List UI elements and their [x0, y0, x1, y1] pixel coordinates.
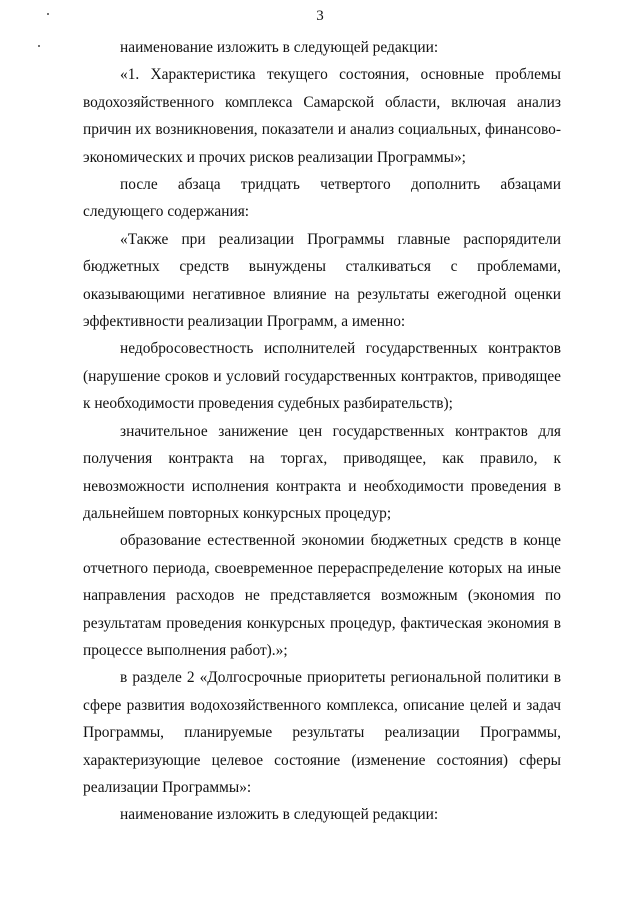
paragraph-heading-instruction-2: наименование изложить в следующей редакции:: [120, 806, 439, 824]
scan-speck: [38, 45, 40, 47]
paragraph-problem-contractors: недобросовестность исполнителей государственных контрактов (нарушение сроков и условий государственных контрактов, приводящее к необходимости проведения судебных разбирательств);: [83, 340, 561, 413]
paragraph-section-1-title: «1. Характеристика текущего состояния, основные проблемы водохозяйственного комплекса Самарской области, включая анализ причин их возникновения, показатели и анализ социальных, финансово-экономических и прочих рисков реализации Программы»;: [83, 66, 561, 166]
paragraph-amendment-instruction: после абзаца тридцать четвертого дополнить абзацами следующего содержания:: [83, 176, 561, 221]
paragraph-section-2-reference: в разделе 2 «Долгосрочные приоритеты региональной политики в сфере развития водохозяйственного комплекса, описание целей и задач Программы, планируемые результаты реализации Программы, характеризующие целевое состояние (изменение состояния) сферы реализации Программы»:: [83, 669, 561, 796]
paragraph-heading-instruction: наименование изложить в следующей редакции:: [120, 39, 439, 56]
paragraph-problem-savings: образование естественной экономии бюджетных средств в конце отчетного периода, своевременное перераспределение которых на иные направления расходов не представляется возможным (экономия по результатам проведения конкурсных процедур, фактическая экономия в процессе выполнения работ).»;: [83, 532, 561, 659]
page-number: 3: [316, 8, 324, 24]
paragraph-problems-intro: «Также при реализации Программы главные распорядители бюджетных средств вынуждены сталкиваться с проблемами, оказывающими негативное влияние на результаты ежегодной оценки эффективности реализации Программ, а именно:: [83, 230, 561, 331]
paragraph-problem-pricing: значительное занижение цен государственных контрактов для получения контракта на торгах, приводящее, как правило, к невозможности исполнения контракта и необходимости проведения в дальнейшем повторных конкурсных процедур;: [83, 422, 561, 522]
document-body: [83, 34, 561, 829]
